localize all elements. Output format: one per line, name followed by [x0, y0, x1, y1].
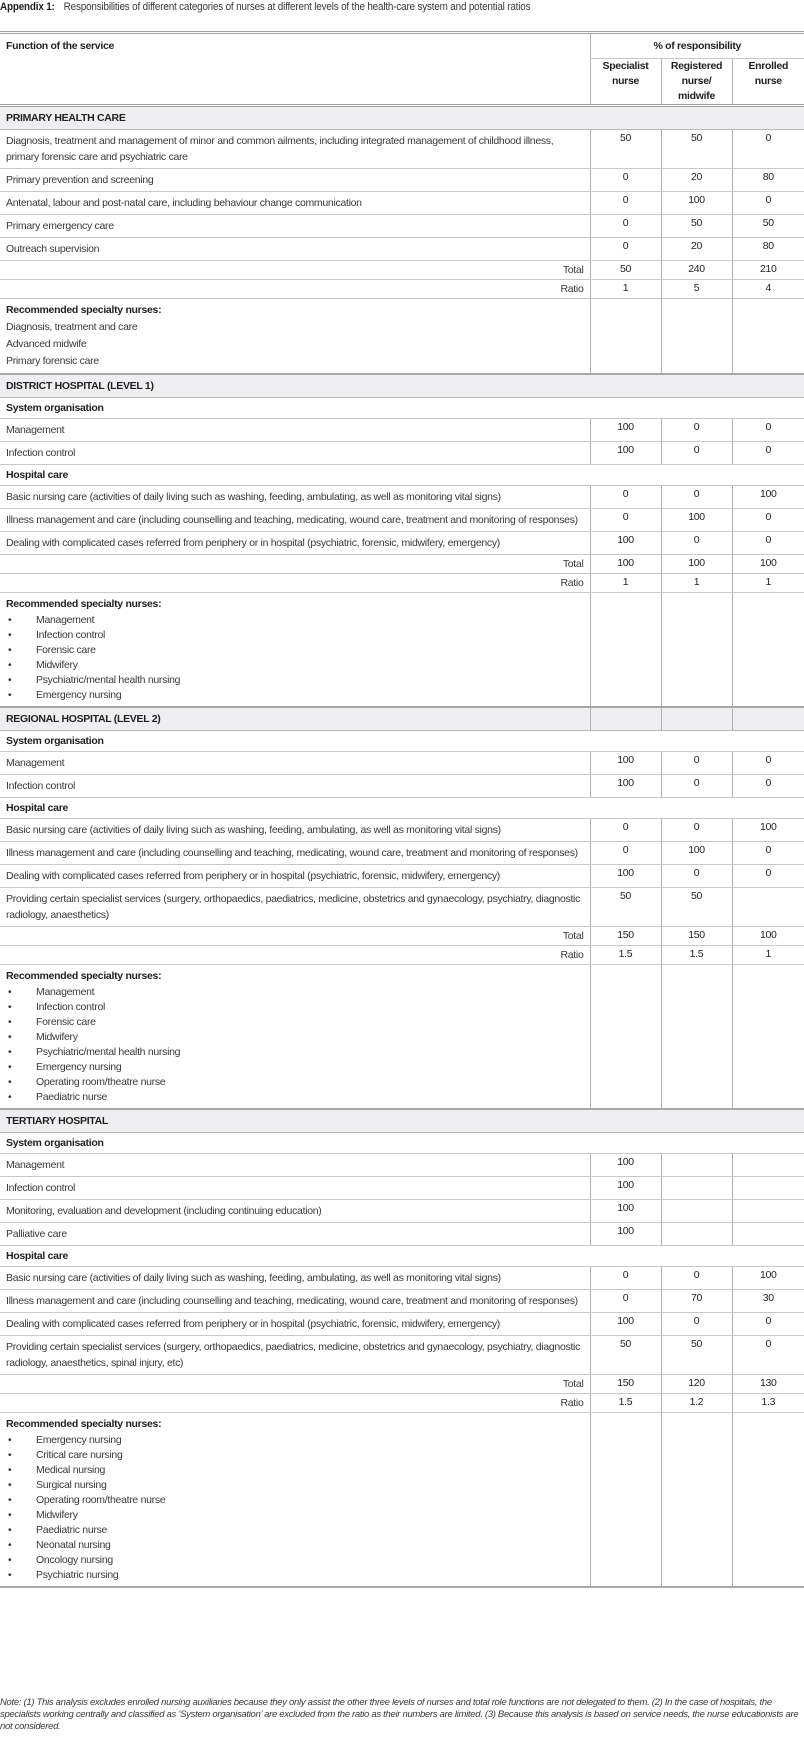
ratio-value-registered: 1.2 [661, 1394, 732, 1413]
specialty-nurse-label: Critical care nursing [36, 1449, 123, 1461]
specialty-nurse-label: Psychiatric/mental health nursing [36, 674, 181, 686]
specialty-nurse-item [6, 658, 584, 673]
value-registered: 70 [661, 1290, 732, 1313]
specialty-nurse-item [6, 1463, 584, 1478]
header-specialist-nurse: Specialist nurse [590, 59, 661, 106]
value-specialist: 100 [590, 752, 661, 775]
specialty-nurse-item [6, 336, 584, 353]
function-description: Illness management and care (including counselling and teaching, medicating, wound care, treatment and monitoring of responses) [0, 842, 590, 865]
specialty-nurses-title: Recommended specialty nurses: [6, 304, 162, 316]
function-description: Antenatal, labour and post-natal care, including behaviour change communication [0, 192, 590, 215]
section-header-tertiary-hospital [0, 1109, 804, 1133]
section-title: TERTIARY HOSPITAL [0, 1109, 804, 1133]
specialty-nurse-label: Emergency nursing [36, 689, 122, 701]
specialty-nurse-item [6, 1030, 584, 1045]
total-value-specialist: 50 [590, 261, 661, 280]
total-row [0, 927, 804, 946]
bullet-icon: • [8, 614, 12, 626]
bullet-icon: • [8, 644, 12, 656]
table-row [0, 1200, 804, 1223]
ratio-value-enrolled: 1 [732, 946, 804, 965]
subhead-row [0, 465, 804, 486]
function-description: Management [0, 419, 590, 442]
table-row [0, 238, 804, 261]
table-row [0, 215, 804, 238]
specialty-nurse-item [6, 1478, 584, 1493]
header-enrolled-nurse: Enrolled nurse [732, 59, 804, 106]
function-description: Management [0, 1154, 590, 1177]
value-registered: 50 [661, 215, 732, 238]
value-specialist: 100 [590, 532, 661, 555]
total-value-enrolled: 210 [732, 261, 804, 280]
value-enrolled: 80 [732, 238, 804, 261]
function-description: Primary emergency care [0, 215, 590, 238]
bullet-icon: • [8, 1434, 12, 1446]
value-registered: 0 [661, 486, 732, 509]
caption-label: Appendix 1: [0, 1, 55, 13]
ratio-row [0, 280, 804, 299]
function-description: Diagnosis, treatment and management of minor and common ailments, including integrated management of childhood illness, primary forensic care and psychiatric care [0, 130, 590, 169]
table-row [0, 169, 804, 192]
subhead-system-organisation: System organisation [0, 398, 804, 419]
specialty-nurse-label: Management [36, 614, 95, 626]
ratio-value-specialist: 1.5 [590, 1394, 661, 1413]
function-description: Infection control [0, 442, 590, 465]
table-row [0, 819, 804, 842]
value-enrolled: 0 [732, 192, 804, 215]
header-function-of-service: Function of the service [0, 33, 590, 106]
specialty-nurse-label: Psychiatric nursing [36, 1569, 119, 1581]
ratio-value-registered: 5 [661, 280, 732, 299]
section-header-district-hospital-level-1 [0, 374, 804, 398]
subhead-hospital-care: Hospital care [0, 1246, 804, 1267]
section-blank-cell [661, 707, 732, 731]
value-enrolled [732, 1223, 804, 1246]
specialty-blank-cell [590, 299, 661, 375]
ratio-value-registered: 1.5 [661, 946, 732, 965]
total-value-specialist: 100 [590, 555, 661, 574]
table-row [0, 865, 804, 888]
value-enrolled: 80 [732, 169, 804, 192]
header-registered-nurse: Registered nurse/ midwife [661, 59, 732, 106]
section-header-primary-health-care [0, 106, 804, 130]
value-registered: 0 [661, 819, 732, 842]
specialty-nurse-label: Emergency nursing [36, 1061, 122, 1073]
table-row [0, 1290, 804, 1313]
specialty-nurses-title: Recommended specialty nurses: [6, 970, 162, 982]
value-enrolled: 100 [732, 486, 804, 509]
caption-title: Responsibilities of different categories of nurses at different levels of the health-care system and potential ratios [63, 1, 531, 13]
bullet-icon: • [8, 629, 12, 641]
total-value-registered: 120 [661, 1375, 732, 1394]
ratio-label: Ratio [0, 946, 590, 965]
specialty-nurse-label: Management [36, 986, 95, 998]
value-enrolled [732, 888, 804, 927]
function-description: Palliative care [0, 1223, 590, 1246]
ratio-value-specialist: 1 [590, 574, 661, 593]
specialty-nurses-title: Recommended specialty nurses: [6, 1418, 162, 1430]
specialty-nurse-item [6, 1045, 584, 1060]
value-specialist: 0 [590, 842, 661, 865]
function-description: Basic nursing care (activities of daily living such as washing, feeding, ambulating, as well as monitoring vital signs) [0, 486, 590, 509]
section-title: PRIMARY HEALTH CARE [0, 106, 804, 130]
ratio-value-enrolled: 1 [732, 574, 804, 593]
table-row [0, 532, 804, 555]
ratio-row [0, 946, 804, 965]
value-enrolled: 0 [732, 130, 804, 169]
bullet-icon: • [8, 1524, 12, 1536]
value-registered: 100 [661, 192, 732, 215]
value-enrolled: 0 [732, 532, 804, 555]
ratio-label: Ratio [0, 574, 590, 593]
bullet-icon: • [8, 1091, 12, 1103]
specialty-blank-cell [661, 965, 732, 1110]
value-specialist: 0 [590, 509, 661, 532]
specialty-nurse-label: Infection control [36, 629, 106, 641]
total-value-specialist: 150 [590, 1375, 661, 1394]
table-row [0, 1154, 804, 1177]
total-label: Total [0, 261, 590, 280]
value-enrolled [732, 1200, 804, 1223]
value-specialist: 0 [590, 169, 661, 192]
value-enrolled: 0 [732, 509, 804, 532]
value-enrolled: 0 [732, 865, 804, 888]
section-title: REGIONAL HOSPITAL (LEVEL 2) [0, 707, 590, 731]
specialty-blank-cell [661, 299, 732, 375]
specialty-nurse-label: Paediatric nurse [36, 1091, 108, 1103]
specialty-nurse-label: Forensic care [36, 1016, 96, 1028]
specialty-nurses-cell [0, 299, 590, 375]
specialty-nurse-item [6, 1090, 584, 1105]
value-specialist: 100 [590, 865, 661, 888]
function-description: Management [0, 752, 590, 775]
total-row [0, 1375, 804, 1394]
value-registered: 0 [661, 752, 732, 775]
value-registered: 0 [661, 532, 732, 555]
function-description: Illness management and care (including counselling and teaching, medicating, wound care, treatment and monitoring of responses) [0, 1290, 590, 1313]
specialty-blank-cell [732, 593, 804, 708]
specialty-nurse-item [6, 1493, 584, 1508]
value-enrolled [732, 1154, 804, 1177]
value-specialist: 100 [590, 1313, 661, 1336]
value-specialist: 100 [590, 775, 661, 798]
value-specialist: 50 [590, 888, 661, 927]
table-row [0, 192, 804, 215]
subhead-hospital-care: Hospital care [0, 465, 804, 486]
value-enrolled: 0 [732, 1336, 804, 1375]
table-note: Note: (1) This analysis excludes enrolled nursing auxiliaries because they only assist the other three levels of nurses and total role functions are not delegated to them. (2) In the case of hospitals, the specialists working centrally and classified as ‘System organisation’ are excluded from the ratio as their numbers are limited. (3) Because this analysis is based on service needs, the nurse educationists are not considered. [0, 1697, 799, 1732]
specialty-nurse-item [6, 353, 584, 370]
value-enrolled: 100 [732, 1267, 804, 1290]
value-registered: 100 [661, 842, 732, 865]
specialty-nurses-row [0, 1413, 804, 1588]
ratio-row [0, 574, 804, 593]
function-description: Dealing with complicated cases referred from periphery or in hospital (psychiatric, forensic, midwifery, emergency) [0, 865, 590, 888]
specialty-blank-cell [661, 593, 732, 708]
specialty-blank-cell [590, 1413, 661, 1588]
specialty-nurses-row [0, 593, 804, 708]
value-enrolled: 0 [732, 775, 804, 798]
value-registered: 20 [661, 169, 732, 192]
specialty-blank-cell [590, 593, 661, 708]
value-specialist: 0 [590, 819, 661, 842]
specialty-nurse-item [6, 613, 584, 628]
table-row [0, 509, 804, 532]
bullet-icon: • [8, 1061, 12, 1073]
function-description: Monitoring, evaluation and development (including continuing education) [0, 1200, 590, 1223]
specialty-nurse-label: Forensic care [36, 644, 96, 656]
value-specialist: 50 [590, 1336, 661, 1375]
specialty-nurse-item [6, 1000, 584, 1015]
value-specialist: 100 [590, 419, 661, 442]
header-percent-responsibility: % of responsibility [590, 33, 804, 59]
table-row [0, 1177, 804, 1200]
total-value-enrolled: 100 [732, 927, 804, 946]
bullet-icon: • [8, 1016, 12, 1028]
value-enrolled: 0 [732, 752, 804, 775]
specialty-nurses-cell [0, 1413, 590, 1588]
specialty-nurses-cell [0, 965, 590, 1110]
specialty-nurse-item [6, 628, 584, 643]
bullet-icon: • [8, 1479, 12, 1491]
specialty-nurse-item [6, 643, 584, 658]
ratio-value-registered: 1 [661, 574, 732, 593]
specialty-nurse-item [6, 1508, 584, 1523]
value-registered [661, 1154, 732, 1177]
value-specialist: 100 [590, 1200, 661, 1223]
table-row [0, 1313, 804, 1336]
table-caption [0, 0, 530, 14]
total-value-specialist: 150 [590, 927, 661, 946]
specialty-blank-cell [590, 965, 661, 1110]
total-row [0, 261, 804, 280]
value-registered: 0 [661, 419, 732, 442]
ratio-label: Ratio [0, 280, 590, 299]
function-description: Dealing with complicated cases referred from periphery or in hospital (psychiatric, forensic, midwifery, emergency) [0, 532, 590, 555]
table-row [0, 752, 804, 775]
value-specialist: 0 [590, 486, 661, 509]
specialty-nurse-label: Psychiatric/mental health nursing [36, 1046, 181, 1058]
total-label: Total [0, 927, 590, 946]
responsibility-table [0, 31, 804, 1588]
value-specialist: 100 [590, 442, 661, 465]
function-description: Providing certain specialist services (surgery, orthopaedics, paediatrics, medicine, obstetrics and gynaecology, psychiatry, diagnostic radiology, anaesthetics, spinal injury, etc) [0, 1336, 590, 1375]
bullet-icon: • [8, 1569, 12, 1581]
table-body [0, 106, 804, 1588]
value-registered: 20 [661, 238, 732, 261]
specialty-nurse-label: Medical nursing [36, 1464, 106, 1476]
specialty-nurses-title: Recommended specialty nurses: [6, 598, 162, 610]
bullet-icon: • [8, 659, 12, 671]
specialty-nurse-item [6, 1015, 584, 1030]
value-specialist: 100 [590, 1223, 661, 1246]
subhead-system-organisation: System organisation [0, 731, 804, 752]
specialty-nurse-label: Advanced midwife [6, 338, 87, 350]
specialty-nurse-label: Midwifery [36, 1509, 78, 1521]
total-value-registered: 100 [661, 555, 732, 574]
subhead-hospital-care: Hospital care [0, 798, 804, 819]
table-row [0, 442, 804, 465]
total-value-registered: 150 [661, 927, 732, 946]
specialty-nurse-label: Neonatal nursing [36, 1539, 111, 1551]
table-row [0, 1223, 804, 1246]
value-enrolled: 30 [732, 1290, 804, 1313]
value-registered: 0 [661, 1267, 732, 1290]
value-specialist: 100 [590, 1154, 661, 1177]
value-registered: 50 [661, 888, 732, 927]
bullet-icon: • [8, 1046, 12, 1058]
section-title: DISTRICT HOSPITAL (LEVEL 1) [0, 374, 804, 398]
value-enrolled: 0 [732, 842, 804, 865]
value-enrolled: 50 [732, 215, 804, 238]
bullet-icon: • [8, 1539, 12, 1551]
total-value-enrolled: 100 [732, 555, 804, 574]
bullet-icon: • [8, 1464, 12, 1476]
value-enrolled: 0 [732, 419, 804, 442]
value-registered: 0 [661, 1313, 732, 1336]
subhead-row [0, 1133, 804, 1154]
bullet-icon: • [8, 674, 12, 686]
specialty-blank-cell [732, 965, 804, 1110]
function-description: Infection control [0, 775, 590, 798]
specialty-nurse-item [6, 1075, 584, 1090]
function-description: Outreach supervision [0, 238, 590, 261]
specialty-nurse-item [6, 1538, 584, 1553]
specialty-nurse-item [6, 673, 584, 688]
section-blank-cell [590, 707, 661, 731]
section-header-regional-hospital-level-2 [0, 707, 804, 731]
ratio-value-specialist: 1 [590, 280, 661, 299]
ratio-value-enrolled: 1.3 [732, 1394, 804, 1413]
section-blank-cell [732, 707, 804, 731]
value-specialist: 0 [590, 1267, 661, 1290]
specialty-nurse-item [6, 985, 584, 1000]
value-registered: 100 [661, 509, 732, 532]
specialty-nurse-label: Midwifery [36, 659, 78, 671]
value-specialist: 0 [590, 192, 661, 215]
specialty-nurses-cell [0, 593, 590, 708]
table-row [0, 486, 804, 509]
specialty-nurse-label: Emergency nursing [36, 1434, 122, 1446]
specialty-blank-cell [732, 1413, 804, 1588]
bullet-icon: • [8, 1076, 12, 1088]
value-specialist: 100 [590, 1177, 661, 1200]
specialty-nurse-label: Operating room/theatre nurse [36, 1076, 166, 1088]
value-registered [661, 1223, 732, 1246]
ratio-value-enrolled: 4 [732, 280, 804, 299]
ratio-row [0, 1394, 804, 1413]
specialty-nurse-label: Primary forensic care [6, 355, 99, 367]
subhead-row [0, 798, 804, 819]
specialty-nurse-label: Oncology nursing [36, 1554, 113, 1566]
value-registered: 0 [661, 865, 732, 888]
specialty-nurse-item [6, 1448, 584, 1463]
bullet-icon: • [8, 1001, 12, 1013]
bullet-icon: • [8, 1031, 12, 1043]
specialty-nurse-label: Paediatric nurse [36, 1524, 108, 1536]
subhead-row [0, 731, 804, 752]
table-row [0, 130, 804, 169]
table-row [0, 419, 804, 442]
total-value-enrolled: 130 [732, 1375, 804, 1394]
specialty-nurses-row [0, 299, 804, 375]
specialty-nurse-item [6, 1060, 584, 1075]
function-description: Basic nursing care (activities of daily living such as washing, feeding, ambulating, as well as monitoring vital signs) [0, 819, 590, 842]
value-specialist: 0 [590, 238, 661, 261]
total-label: Total [0, 1375, 590, 1394]
specialty-blank-cell [732, 299, 804, 375]
bullet-icon: • [8, 1554, 12, 1566]
value-registered [661, 1200, 732, 1223]
value-registered: 50 [661, 130, 732, 169]
total-row [0, 555, 804, 574]
value-registered [661, 1177, 732, 1200]
bullet-icon: • [8, 1494, 12, 1506]
table-row [0, 1336, 804, 1375]
subhead-row [0, 1246, 804, 1267]
specialty-nurse-item [6, 1568, 584, 1583]
specialty-nurse-item [6, 1553, 584, 1568]
specialty-nurses-row [0, 965, 804, 1110]
specialty-nurse-label: Infection control [36, 1001, 106, 1013]
value-enrolled: 100 [732, 819, 804, 842]
table-row [0, 888, 804, 927]
ratio-value-specialist: 1.5 [590, 946, 661, 965]
value-registered: 0 [661, 775, 732, 798]
value-specialist: 50 [590, 130, 661, 169]
subhead-row [0, 398, 804, 419]
function-description: Primary prevention and screening [0, 169, 590, 192]
bullet-icon: • [8, 1509, 12, 1521]
total-value-registered: 240 [661, 261, 732, 280]
value-specialist: 0 [590, 1290, 661, 1313]
value-registered: 50 [661, 1336, 732, 1375]
function-description: Basic nursing care (activities of daily living such as washing, feeding, ambulating, as well as monitoring vital signs) [0, 1267, 590, 1290]
value-enrolled: 0 [732, 442, 804, 465]
bullet-icon: • [8, 986, 12, 998]
specialty-nurse-label: Diagnosis, treatment and care [6, 321, 138, 333]
specialty-nurse-item [6, 1523, 584, 1538]
specialty-nurse-item [6, 688, 584, 703]
function-description: Dealing with complicated cases referred from periphery or in hospital (psychiatric, forensic, midwifery, emergency) [0, 1313, 590, 1336]
function-description: Providing certain specialist services (surgery, orthopaedics, paediatrics, medicine, obstetrics and gynaecology, psychiatry, diagnostic radiology, anaesthetics) [0, 888, 590, 927]
total-label: Total [0, 555, 590, 574]
value-registered: 0 [661, 442, 732, 465]
function-description: Illness management and care (including counselling and teaching, medicating, wound care, treatment and monitoring of responses) [0, 509, 590, 532]
table-row [0, 775, 804, 798]
value-enrolled [732, 1177, 804, 1200]
specialty-nurse-item [6, 319, 584, 336]
ratio-label: Ratio [0, 1394, 590, 1413]
value-specialist: 0 [590, 215, 661, 238]
bullet-icon: • [8, 1449, 12, 1461]
bullet-icon: • [8, 689, 12, 701]
specialty-nurse-label: Midwifery [36, 1031, 78, 1043]
subhead-system-organisation: System organisation [0, 1133, 804, 1154]
specialty-nurse-label: Operating room/theatre nurse [36, 1494, 166, 1506]
value-enrolled: 0 [732, 1313, 804, 1336]
specialty-nurse-label: Surgical nursing [36, 1479, 107, 1491]
function-description: Infection control [0, 1177, 590, 1200]
specialty-nurse-item [6, 1433, 584, 1448]
table-row [0, 1267, 804, 1290]
table-row [0, 842, 804, 865]
specialty-blank-cell [661, 1413, 732, 1588]
